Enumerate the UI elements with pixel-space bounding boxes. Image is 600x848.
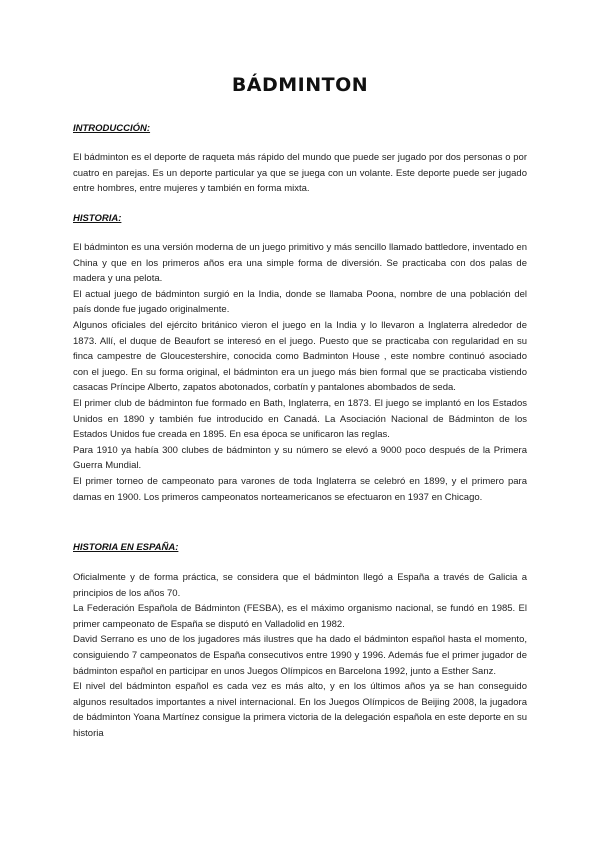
section-heading-introduccion: INTRODUCCIÓN:	[73, 123, 151, 134]
paragraph: El bádminton es el deporte de raqueta más rápido del mundo que puede ser jugado por dos personas o por cuatro en parejas. Es un deporte particular ya que se juega con un volante. Este deporte puede ser jugado entre hombres, entre mujeres y también en forma mixta.	[73, 152, 527, 195]
paragraph: El primer torneo de campeonato para varones de toda Inglaterra se celebró en 1899, y el primero para damas en 1900. Los primeros campeonatos norteamericanos se efectuaron en 1937 en Chicago.	[73, 475, 527, 503]
section-body-historia-espana	[73, 570, 527, 742]
section-body-historia	[73, 240, 527, 505]
paragraph: El actual juego de bádminton surgió en la India, donde se llamaba Poona, nombre de una población del país donde fue jugado originalmente.	[73, 288, 527, 316]
paragraph: El primer club de bádminton fue formado en Bath, Inglaterra, en 1873. El juego se implantó en los Estados Unidos en 1890 y también fue introducido en Canadá. La Asociación Nacional de Bádminton de los Estados Unidos fue creada en 1895. En esa época se unificaron las reglas.	[73, 397, 527, 441]
paragraph: La Federación Española de Bádminton (FESBA), es el máximo organismo nacional, se fundó en 1985. El primer campeonato de España se disputó en Valladolid en 1982.	[73, 603, 527, 630]
paragraph: Para 1910 ya había 300 clubes de bádminton y su número se elevó a 9000 poco después de la Primera Guerra Mundial.	[73, 444, 527, 472]
paragraph: Oficialmente y de forma práctica, se considera que el bádminton llegó a España a través de Galicia a principios de los años 70.	[73, 572, 527, 599]
paragraph: El nivel del bádminton español es cada vez es más alto, y en los últimos años ya se han conseguido algunos resultados importantes a nivel internacional. En los Juegos Olímpicos de Beijing 2008, la jugadora de bádminton Yoana Martínez consigue la primera victoria de la delegación española en este deporte en su historia	[73, 681, 527, 739]
section-heading-historia: HISTORIA:	[73, 213, 122, 224]
paragraph: Algunos oficiales del ejército británico vieron el juego en la India y lo llevaron a Inglaterra alrededor de 1873. Allí, el duque de Beaufort se interesó en el juego. Puesto que se practicaba con regularidad en su finca campestre de Gloucestershire, conocida como Badminton House , este nombre continuó asociado con el juego. En su forma original, el bádminton era un juego más bien formal que se practicaba vistiendo casacas Príncipe Alberto, zapatos abotonados, corbatín y pantalones abombados de seda.	[73, 319, 527, 394]
paragraph: El bádminton es una versión moderna de un juego primitivo y más sencillo llamado battledore, inventado en China y que en los primeros años era una simple forma de diversión. Se practicaba con dos palas de madera y una pelota.	[73, 242, 527, 285]
document-title: BÁDMINTON	[231, 74, 369, 96]
section-heading-historia-espana: HISTORIA EN ESPAÑA:	[73, 542, 179, 553]
paragraph: David Serrano es uno de los jugadores más ilustres que ha dado el bádminton español hasta el momento, consiguiendo 7 campeonatos de España consecutivos entre 1990 y 1996. Además fue el primer jugador de bádminton español en participar en unos Juegos Olímpicos en Barcelona 1992, junto a Esther Sanz.	[73, 634, 527, 677]
section-body-introduccion	[73, 150, 527, 197]
